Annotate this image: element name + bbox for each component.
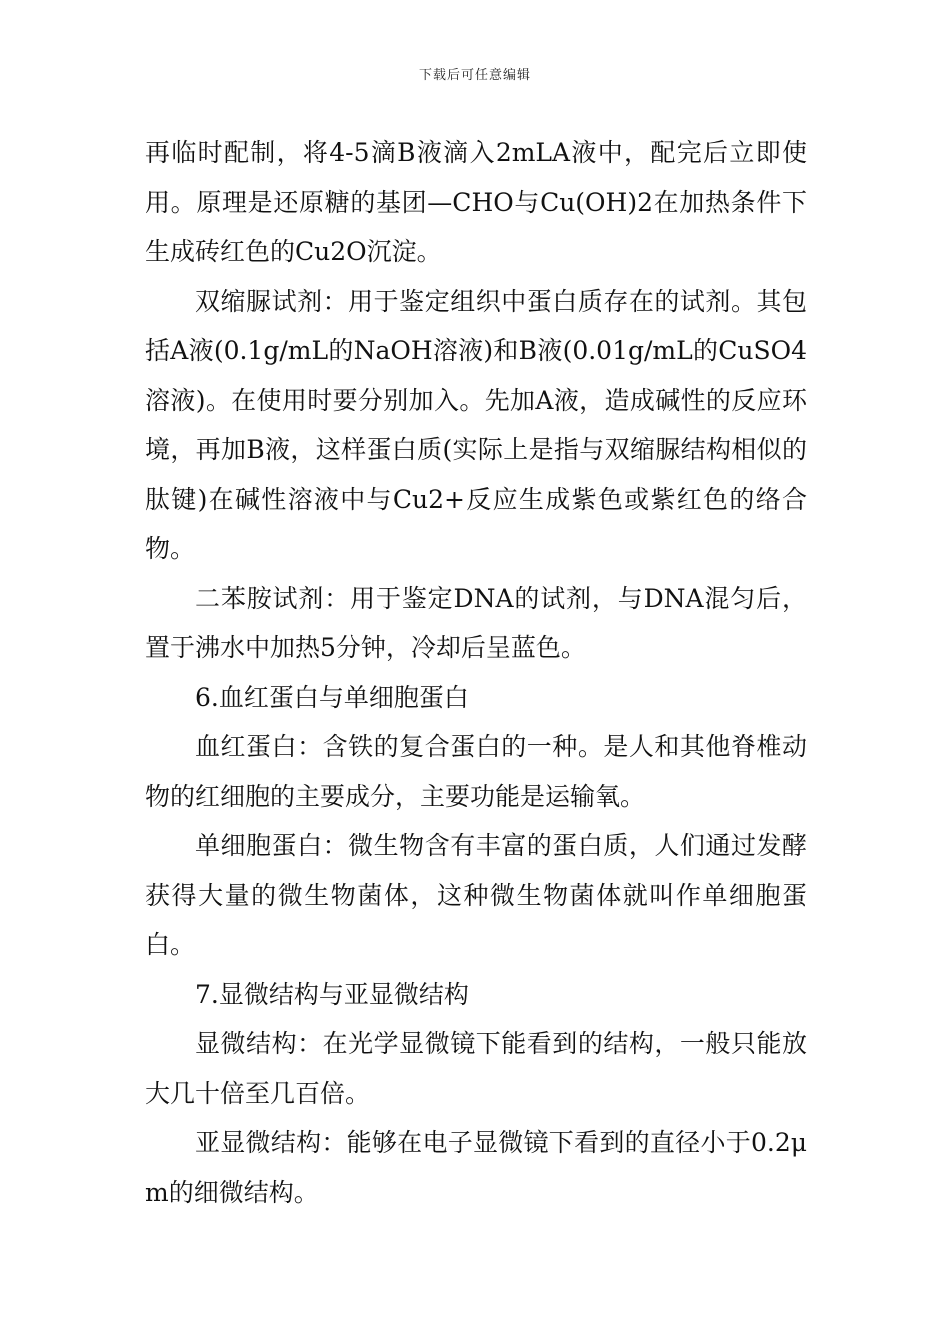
paragraph-submicroscopic-structure: 亚显微结构：能够在电子显微镜下看到的直径小于0.2μm的细微结构。 <box>145 1128 807 1207</box>
section-heading-7: 7.显微结构与亚显微结构 <box>195 979 469 1009</box>
page-header: 下载后可任意编辑 <box>418 68 531 83</box>
paragraph-single-cell-protein: 单细胞蛋白：微生物含有丰富的蛋白质，人们通过发酵获得大量的微生物菌体，这种微生物菌体就叫作单细胞蛋白。 <box>145 831 807 959</box>
paragraph-hemoglobin: 血红蛋白：含铁的复合蛋白的一种。是人和其他脊椎动物的红细胞的主要成分，主要功能是运输氧。 <box>145 732 807 811</box>
paragraph-microscopic-structure: 显微结构：在光学显微镜下能看到的结构，一般只能放大几十倍至几百倍。 <box>145 1029 807 1108</box>
paragraph-biuret-reagent: 双缩脲试剂：用于鉴定组织中蛋白质存在的试剂。其包括A液(0.1g/mL的NaOH溶液)和B液(0.01g/mL的CuSO4溶液)。在使用时要分别加入。先加A液，造成碱性的反应环境，再加B液，这样蛋白质(实际上是指与双缩脲结构相似的肽键)在碱性溶液中与Cu2+反应生成紫色或紫红色的络合物。 <box>145 286 807 563</box>
paragraph-reducing-sugar-continued: 再临时配制，将4-5滴B液滴入2mLA液中，配完后立即使用。原理是还原糖的基团—CHO与Cu(OH)2在加热条件下生成砖红色的Cu2O沉淀。 <box>145 138 807 266</box>
document-body <box>145 128 807 1217</box>
section-heading-6: 6.血红蛋白与单细胞蛋白 <box>195 682 469 712</box>
paragraph-diphenylamine-reagent: 二苯胺试剂：用于鉴定DNA的试剂，与DNA混匀后，置于沸水中加热5分钟，冷却后呈蓝色。 <box>145 583 807 662</box>
